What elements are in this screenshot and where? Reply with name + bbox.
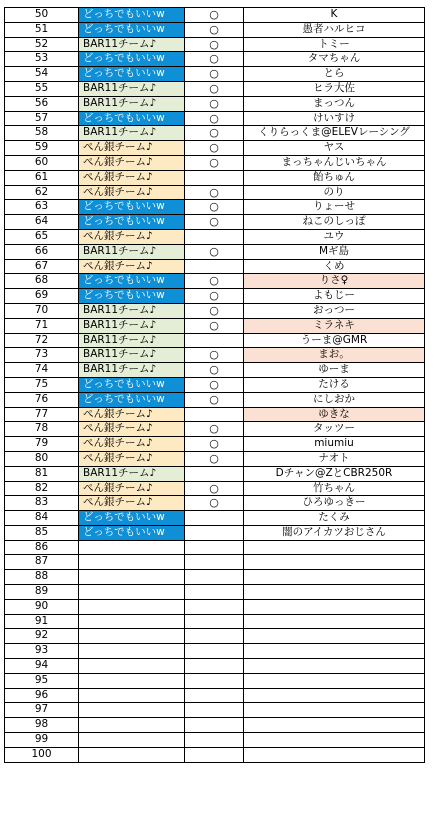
table-row xyxy=(5,111,425,126)
table-row xyxy=(5,22,425,37)
entry-mark-cell[interactable] xyxy=(185,599,244,614)
player-name-cell[interactable]: まお。 xyxy=(244,348,425,363)
row-number-cell[interactable]: 69 xyxy=(5,289,79,304)
team-cell[interactable]: ぺん銀チーム♪ xyxy=(79,185,185,200)
player-name-cell[interactable]: よもじー xyxy=(244,289,425,304)
player-name-cell[interactable] xyxy=(244,733,425,748)
table-row xyxy=(5,718,425,733)
row-number-cell[interactable]: 55 xyxy=(5,81,79,96)
team-cell[interactable]: ぺん銀チーム♪ xyxy=(79,422,185,437)
row-number-cell[interactable]: 57 xyxy=(5,111,79,126)
table-row xyxy=(5,451,425,466)
row-number-cell[interactable]: 99 xyxy=(5,733,79,748)
table-row xyxy=(5,126,425,141)
table-row xyxy=(5,289,425,304)
table-row xyxy=(5,185,425,200)
team-cell[interactable]: どっちでもいいw xyxy=(79,274,185,289)
player-name-cell[interactable]: 愚者ハルヒコ xyxy=(244,22,425,37)
table-row xyxy=(5,644,425,659)
table-row xyxy=(5,200,425,215)
entry-mark-cell[interactable] xyxy=(185,585,244,600)
row-number-cell[interactable]: 77 xyxy=(5,407,79,422)
team-cell[interactable]: ぺん銀チーム♪ xyxy=(79,437,185,452)
player-name-cell[interactable] xyxy=(244,555,425,570)
table-row xyxy=(5,259,425,274)
row-number-cell[interactable]: 89 xyxy=(5,585,79,600)
table-row xyxy=(5,673,425,688)
row-number-cell[interactable]: 75 xyxy=(5,377,79,392)
team-cell[interactable]: BAR11チーム♪ xyxy=(79,363,185,378)
entry-mark-cell[interactable]: ○ xyxy=(185,22,244,37)
table-row xyxy=(5,703,425,718)
entry-mark-cell[interactable]: ○ xyxy=(185,481,244,496)
team-cell[interactable] xyxy=(79,747,185,762)
team-cell[interactable]: BAR11チーム♪ xyxy=(79,318,185,333)
table-row xyxy=(5,659,425,674)
team-cell[interactable] xyxy=(79,673,185,688)
table-row xyxy=(5,422,425,437)
entry-mark-cell[interactable]: ○ xyxy=(185,200,244,215)
entry-table xyxy=(4,7,425,763)
player-name-cell[interactable] xyxy=(244,585,425,600)
entry-mark-cell[interactable]: ○ xyxy=(185,303,244,318)
team-cell[interactable] xyxy=(79,718,185,733)
table-row xyxy=(5,437,425,452)
player-name-cell[interactable]: Dチャン@ZとCBR250R xyxy=(244,466,425,481)
table-body xyxy=(5,8,425,763)
team-cell[interactable] xyxy=(79,703,185,718)
row-number-cell[interactable]: 82 xyxy=(5,481,79,496)
row-number-cell[interactable]: 66 xyxy=(5,244,79,259)
player-name-cell[interactable]: miumiu xyxy=(244,437,425,452)
team-cell[interactable]: ぺん銀チーム♪ xyxy=(79,170,185,185)
player-name-cell[interactable]: おっつー xyxy=(244,303,425,318)
row-number-cell[interactable]: 74 xyxy=(5,363,79,378)
table-row xyxy=(5,481,425,496)
team-cell[interactable]: どっちでもいいw xyxy=(79,67,185,82)
row-number-cell[interactable]: 95 xyxy=(5,673,79,688)
entry-mark-cell[interactable]: ○ xyxy=(185,363,244,378)
team-cell[interactable] xyxy=(79,570,185,585)
row-number-cell[interactable]: 58 xyxy=(5,126,79,141)
table-row xyxy=(5,170,425,185)
team-cell[interactable]: どっちでもいいw xyxy=(79,511,185,526)
table-row xyxy=(5,733,425,748)
entry-mark-cell[interactable]: ○ xyxy=(185,348,244,363)
player-name-cell[interactable] xyxy=(244,570,425,585)
team-cell[interactable]: BAR11チーム♪ xyxy=(79,126,185,141)
table-row xyxy=(5,318,425,333)
table-row xyxy=(5,525,425,540)
row-number-cell[interactable]: 61 xyxy=(5,170,79,185)
table-row xyxy=(5,392,425,407)
table-row xyxy=(5,407,425,422)
row-number-cell[interactable]: 70 xyxy=(5,303,79,318)
row-number-cell[interactable]: 83 xyxy=(5,496,79,511)
player-name-cell[interactable] xyxy=(244,629,425,644)
team-cell[interactable]: BAR11チーム♪ xyxy=(79,244,185,259)
entry-mark-cell[interactable] xyxy=(185,733,244,748)
table-row xyxy=(5,141,425,156)
row-number-cell[interactable]: 97 xyxy=(5,703,79,718)
row-number-cell[interactable]: 76 xyxy=(5,392,79,407)
row-number-cell[interactable]: 88 xyxy=(5,570,79,585)
entry-mark-cell[interactable]: ○ xyxy=(185,81,244,96)
player-name-cell[interactable]: にしおか xyxy=(244,392,425,407)
team-cell[interactable]: どっちでもいいw xyxy=(79,111,185,126)
row-number-cell[interactable]: 96 xyxy=(5,688,79,703)
entry-mark-cell[interactable]: ○ xyxy=(185,111,244,126)
row-number-cell[interactable]: 50 xyxy=(5,8,79,23)
entry-mark-cell[interactable]: ○ xyxy=(185,392,244,407)
team-cell[interactable]: ぺん銀チーム♪ xyxy=(79,407,185,422)
row-number-cell[interactable]: 62 xyxy=(5,185,79,200)
team-cell[interactable]: どっちでもいいw xyxy=(79,215,185,230)
entry-mark-cell[interactable]: ○ xyxy=(185,318,244,333)
team-cell[interactable] xyxy=(79,644,185,659)
spreadsheet xyxy=(4,7,425,763)
entry-mark-cell[interactable]: ○ xyxy=(185,126,244,141)
row-number-cell[interactable]: 92 xyxy=(5,629,79,644)
table-row xyxy=(5,37,425,52)
entry-mark-cell[interactable]: ○ xyxy=(185,8,244,23)
entry-mark-cell[interactable] xyxy=(185,747,244,762)
player-name-cell[interactable]: トミー xyxy=(244,37,425,52)
entry-mark-cell[interactable]: ○ xyxy=(185,274,244,289)
entry-mark-cell[interactable]: ○ xyxy=(185,289,244,304)
table-row xyxy=(5,570,425,585)
table-row xyxy=(5,215,425,230)
team-cell[interactable]: BAR11チーム♪ xyxy=(79,96,185,111)
team-cell[interactable] xyxy=(79,585,185,600)
entry-mark-cell[interactable] xyxy=(185,333,244,348)
entry-mark-cell[interactable] xyxy=(185,629,244,644)
entry-mark-cell[interactable] xyxy=(185,614,244,629)
row-number-cell[interactable]: 52 xyxy=(5,37,79,52)
team-cell[interactable] xyxy=(79,555,185,570)
player-name-cell[interactable]: くりらっくま@ELEVレーシング xyxy=(244,126,425,141)
entry-mark-cell[interactable]: ○ xyxy=(185,155,244,170)
entry-mark-cell[interactable] xyxy=(185,540,244,555)
row-number-cell[interactable]: 51 xyxy=(5,22,79,37)
row-number-cell[interactable]: 53 xyxy=(5,52,79,67)
player-name-cell[interactable]: ゆきな xyxy=(244,407,425,422)
entry-mark-cell[interactable] xyxy=(185,525,244,540)
entry-mark-cell[interactable]: ○ xyxy=(185,437,244,452)
row-number-cell[interactable]: 81 xyxy=(5,466,79,481)
row-number-cell[interactable]: 54 xyxy=(5,67,79,82)
entry-mark-cell[interactable]: ○ xyxy=(185,377,244,392)
player-name-cell[interactable]: りょーせ xyxy=(244,200,425,215)
team-cell[interactable]: BAR11チーム♪ xyxy=(79,81,185,96)
table-row xyxy=(5,747,425,762)
player-name-cell[interactable]: まっちゃんじいちゃん xyxy=(244,155,425,170)
player-name-cell[interactable]: 竹ちゃん xyxy=(244,481,425,496)
row-number-cell[interactable]: 93 xyxy=(5,644,79,659)
row-number-cell[interactable]: 73 xyxy=(5,348,79,363)
entry-mark-cell[interactable]: ○ xyxy=(185,422,244,437)
team-cell[interactable] xyxy=(79,629,185,644)
player-name-cell[interactable] xyxy=(244,718,425,733)
team-cell[interactable]: ぺん銀チーム♪ xyxy=(79,451,185,466)
team-cell[interactable]: ぺん銀チーム♪ xyxy=(79,229,185,244)
player-name-cell[interactable]: うーま@GMR xyxy=(244,333,425,348)
table-row xyxy=(5,96,425,111)
player-name-cell[interactable]: りさ♀ xyxy=(244,274,425,289)
team-cell[interactable]: どっちでもいいw xyxy=(79,52,185,67)
entry-mark-cell[interactable] xyxy=(185,570,244,585)
entry-mark-cell[interactable]: ○ xyxy=(185,37,244,52)
row-number-cell[interactable]: 64 xyxy=(5,215,79,230)
row-number-cell[interactable]: 79 xyxy=(5,437,79,452)
player-name-cell[interactable]: とら xyxy=(244,67,425,82)
player-name-cell[interactable]: ユウ xyxy=(244,229,425,244)
player-name-cell[interactable]: たくみ xyxy=(244,511,425,526)
table-row xyxy=(5,244,425,259)
table-row xyxy=(5,496,425,511)
table-row xyxy=(5,274,425,289)
entry-mark-cell[interactable]: ○ xyxy=(185,52,244,67)
entry-mark-cell[interactable]: ○ xyxy=(185,141,244,156)
team-cell[interactable]: ぺん銀チーム♪ xyxy=(79,155,185,170)
player-name-cell[interactable] xyxy=(244,540,425,555)
table-row xyxy=(5,52,425,67)
entry-mark-cell[interactable]: ○ xyxy=(185,67,244,82)
entry-mark-cell[interactable] xyxy=(185,511,244,526)
table-row xyxy=(5,585,425,600)
row-number-cell[interactable]: 71 xyxy=(5,318,79,333)
player-name-cell[interactable]: のり xyxy=(244,185,425,200)
table-row xyxy=(5,229,425,244)
player-name-cell[interactable]: 飴ちゅん xyxy=(244,170,425,185)
entry-mark-cell[interactable]: ○ xyxy=(185,185,244,200)
player-name-cell[interactable] xyxy=(244,673,425,688)
team-cell[interactable]: どっちでもいいw xyxy=(79,8,185,23)
row-number-cell[interactable]: 56 xyxy=(5,96,79,111)
table-row xyxy=(5,155,425,170)
player-name-cell[interactable]: けいすけ xyxy=(244,111,425,126)
player-name-cell[interactable]: タッツー xyxy=(244,422,425,437)
table-row xyxy=(5,303,425,318)
player-name-cell[interactable]: くめ xyxy=(244,259,425,274)
team-cell[interactable] xyxy=(79,540,185,555)
team-cell[interactable]: BAR11チーム♪ xyxy=(79,466,185,481)
table-row xyxy=(5,377,425,392)
row-number-cell[interactable]: 90 xyxy=(5,599,79,614)
row-number-cell[interactable]: 85 xyxy=(5,525,79,540)
table-row xyxy=(5,629,425,644)
row-number-cell[interactable]: 72 xyxy=(5,333,79,348)
row-number-cell[interactable]: 80 xyxy=(5,451,79,466)
team-cell[interactable] xyxy=(79,659,185,674)
team-cell[interactable]: どっちでもいいw xyxy=(79,22,185,37)
player-name-cell[interactable]: ひろゆっきー xyxy=(244,496,425,511)
entry-mark-cell[interactable]: ○ xyxy=(185,451,244,466)
player-name-cell[interactable] xyxy=(244,703,425,718)
team-cell[interactable] xyxy=(79,688,185,703)
entry-mark-cell[interactable] xyxy=(185,703,244,718)
row-number-cell[interactable]: 63 xyxy=(5,200,79,215)
entry-mark-cell[interactable] xyxy=(185,229,244,244)
row-number-cell[interactable]: 67 xyxy=(5,259,79,274)
table-row xyxy=(5,466,425,481)
entry-mark-cell[interactable] xyxy=(185,407,244,422)
player-name-cell[interactable]: ヤス xyxy=(244,141,425,156)
team-cell[interactable]: どっちでもいいw xyxy=(79,525,185,540)
row-number-cell[interactable]: 94 xyxy=(5,659,79,674)
table-row xyxy=(5,8,425,23)
team-cell[interactable]: どっちでもいいw xyxy=(79,200,185,215)
entry-mark-cell[interactable]: ○ xyxy=(185,215,244,230)
player-name-cell[interactable] xyxy=(244,614,425,629)
table-row xyxy=(5,81,425,96)
entry-mark-cell[interactable] xyxy=(185,466,244,481)
player-name-cell[interactable]: ゆーま xyxy=(244,363,425,378)
player-name-cell[interactable]: まっつん xyxy=(244,96,425,111)
table-row xyxy=(5,67,425,82)
row-number-cell[interactable]: 68 xyxy=(5,274,79,289)
row-number-cell[interactable]: 84 xyxy=(5,511,79,526)
row-number-cell[interactable]: 86 xyxy=(5,540,79,555)
table-row xyxy=(5,511,425,526)
entry-mark-cell[interactable]: ○ xyxy=(185,244,244,259)
team-cell[interactable]: BAR11チーム♪ xyxy=(79,37,185,52)
team-cell[interactable] xyxy=(79,614,185,629)
player-name-cell[interactable]: 闇のアイカツおじさん xyxy=(244,525,425,540)
team-cell[interactable]: BAR11チーム♪ xyxy=(79,333,185,348)
team-cell[interactable]: ぺん銀チーム♪ xyxy=(79,496,185,511)
player-name-cell[interactable] xyxy=(244,599,425,614)
player-name-cell[interactable] xyxy=(244,644,425,659)
team-cell[interactable] xyxy=(79,599,185,614)
table-row xyxy=(5,333,425,348)
player-name-cell[interactable]: タマちゃん xyxy=(244,52,425,67)
entry-mark-cell[interactable] xyxy=(185,718,244,733)
player-name-cell[interactable] xyxy=(244,747,425,762)
team-cell[interactable]: どっちでもいいw xyxy=(79,377,185,392)
row-number-cell[interactable]: 59 xyxy=(5,141,79,156)
team-cell[interactable]: ぺん銀チーム♪ xyxy=(79,259,185,274)
player-name-cell[interactable]: Mギ島 xyxy=(244,244,425,259)
player-name-cell[interactable] xyxy=(244,688,425,703)
player-name-cell[interactable]: ねこのしっぽ xyxy=(244,215,425,230)
team-cell[interactable]: BAR11チーム♪ xyxy=(79,303,185,318)
table-row xyxy=(5,363,425,378)
team-cell[interactable]: BAR11チーム♪ xyxy=(79,348,185,363)
row-number-cell[interactable]: 87 xyxy=(5,555,79,570)
table-row xyxy=(5,540,425,555)
table-row xyxy=(5,599,425,614)
entry-mark-cell[interactable] xyxy=(185,644,244,659)
entry-mark-cell[interactable] xyxy=(185,259,244,274)
table-row xyxy=(5,555,425,570)
team-cell[interactable]: ぺん銀チーム♪ xyxy=(79,141,185,156)
row-number-cell[interactable]: 98 xyxy=(5,718,79,733)
player-name-cell[interactable]: ナオト xyxy=(244,451,425,466)
table-row xyxy=(5,348,425,363)
entry-mark-cell[interactable] xyxy=(185,673,244,688)
player-name-cell[interactable]: ミラネキ xyxy=(244,318,425,333)
row-number-cell[interactable]: 65 xyxy=(5,229,79,244)
row-number-cell[interactable]: 91 xyxy=(5,614,79,629)
entry-mark-cell[interactable] xyxy=(185,688,244,703)
row-number-cell[interactable]: 60 xyxy=(5,155,79,170)
player-name-cell[interactable]: ヒラ大佐 xyxy=(244,81,425,96)
player-name-cell[interactable]: たける xyxy=(244,377,425,392)
team-cell[interactable] xyxy=(79,733,185,748)
table-row xyxy=(5,688,425,703)
table-row xyxy=(5,614,425,629)
entry-mark-cell[interactable]: ○ xyxy=(185,496,244,511)
entry-mark-cell[interactable] xyxy=(185,555,244,570)
team-cell[interactable]: どっちでもいいw xyxy=(79,392,185,407)
entry-mark-cell[interactable]: ○ xyxy=(185,96,244,111)
player-name-cell[interactable] xyxy=(244,659,425,674)
row-number-cell[interactable]: 78 xyxy=(5,422,79,437)
team-cell[interactable]: ぺん銀チーム♪ xyxy=(79,481,185,496)
entry-mark-cell[interactable] xyxy=(185,170,244,185)
player-name-cell[interactable]: K xyxy=(244,8,425,23)
entry-mark-cell[interactable] xyxy=(185,659,244,674)
team-cell[interactable]: どっちでもいいw xyxy=(79,289,185,304)
row-number-cell[interactable]: 100 xyxy=(5,747,79,762)
